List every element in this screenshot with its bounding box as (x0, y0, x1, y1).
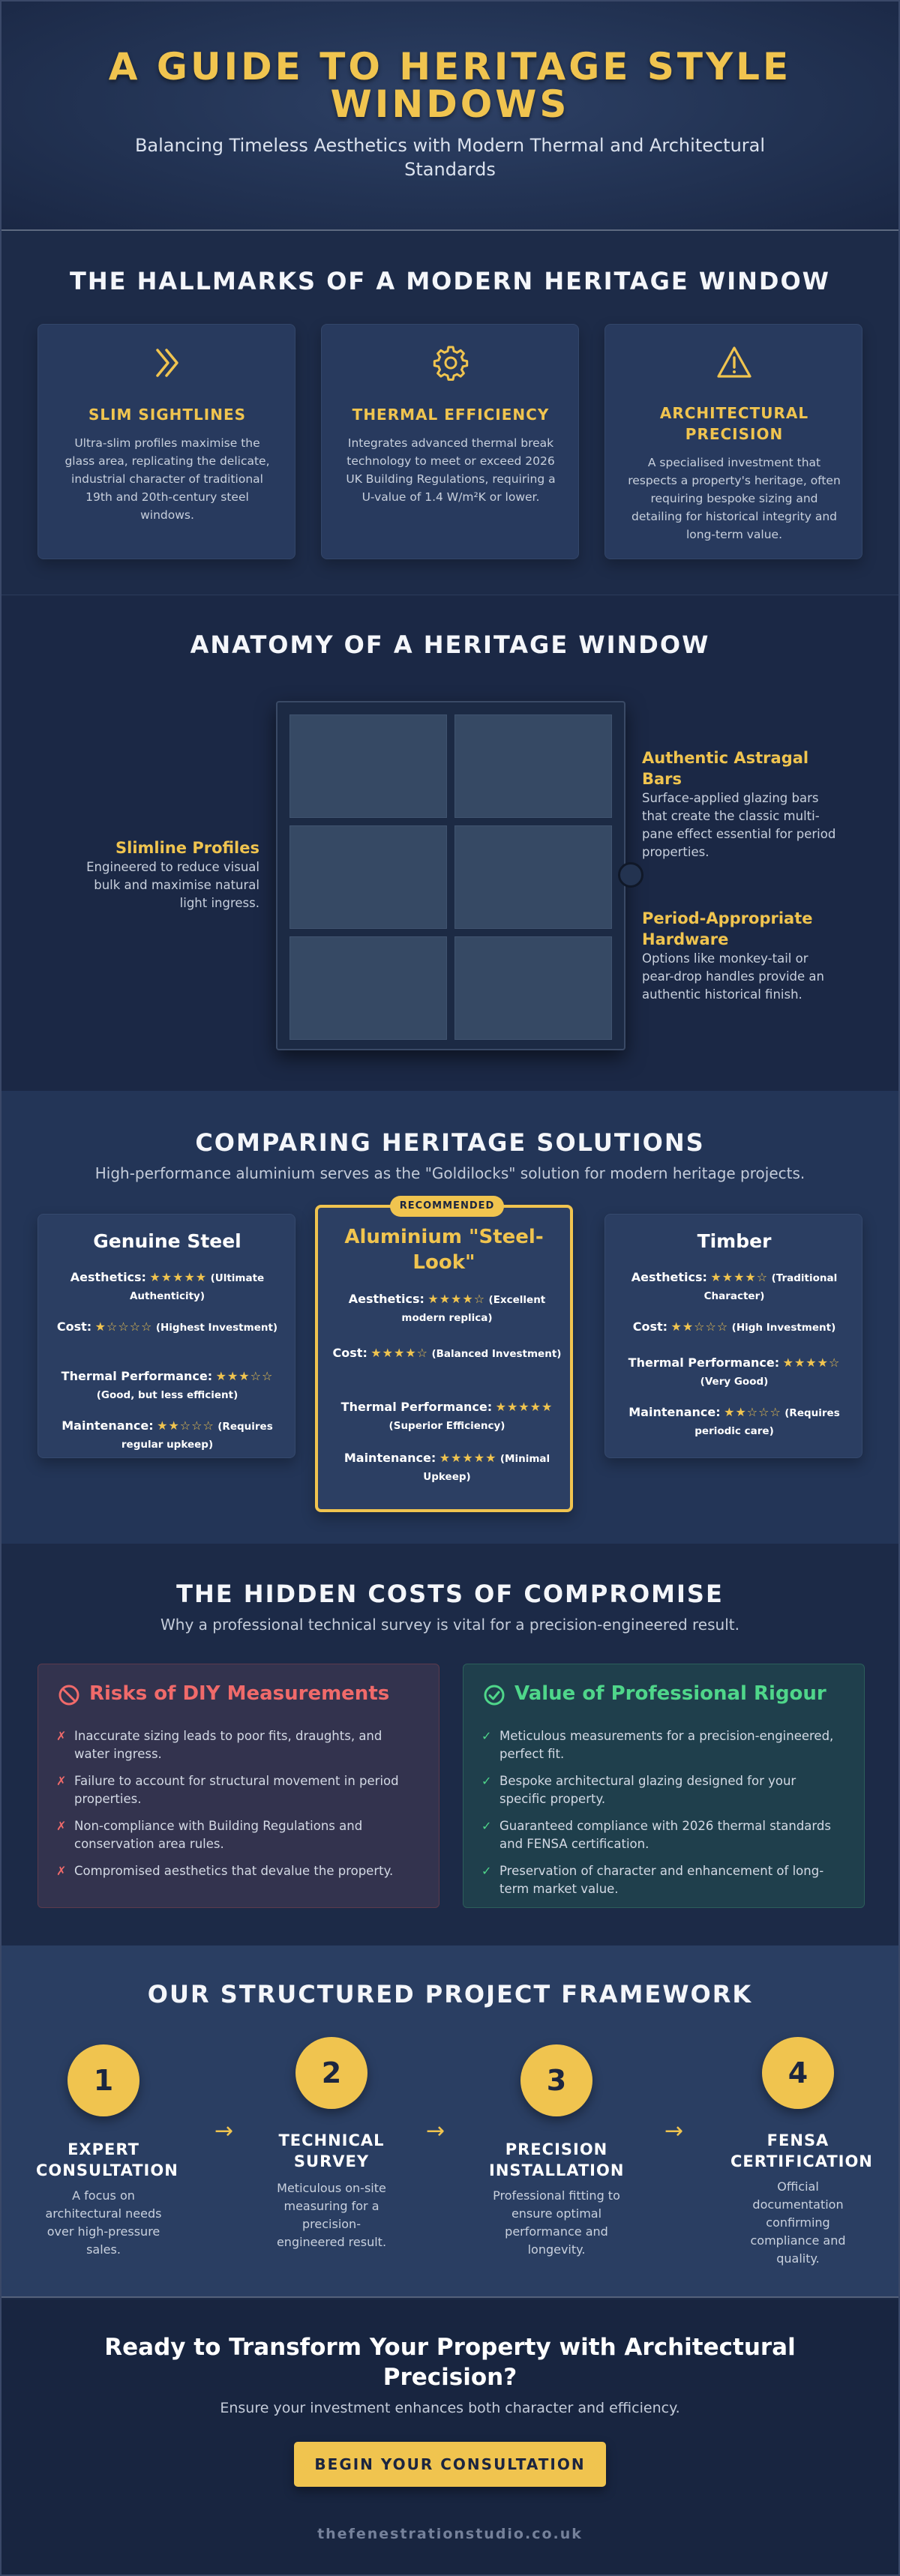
arrow-right-icon: → (214, 2118, 234, 2144)
annotation-left-title: Slimline Profiles (116, 839, 260, 857)
rating-row-cost: Cost: ★★☆☆☆ (High Investment) (632, 1319, 836, 1334)
step-title: PRECISION INSTALLATION (489, 2140, 625, 2179)
comparison-card-timber (604, 1214, 862, 1458)
hidden-costs-subtitle: Why a professional technical survey is vital for a precision-engineered result. (160, 1616, 740, 1634)
hallmark-card-thermal (321, 324, 579, 559)
cta-title: Ready to Transform Your Property with Architectural Precision? (104, 2334, 796, 2391)
star-rating: ★★☆☆☆ (157, 1418, 214, 1433)
list-item: Meticulous measurements for a precision-engineered, perfect fit. (500, 1729, 834, 1761)
star-rating: ★★★★★ (495, 1400, 554, 1414)
list-item: Compromised aesthetics that devalue the property. (74, 1864, 394, 1878)
check-mark-icon: ✓ (482, 1819, 492, 1833)
hallmark-title: SLIM SIGHTLINES (88, 406, 247, 424)
framework-section (2, 1945, 898, 2298)
star-rating: ★★★☆☆ (215, 1369, 274, 1383)
rating-row-aesthetics: Aesthetics: ★★★★☆ (Traditional Character) (631, 1270, 838, 1302)
step-number: 1 (68, 2044, 140, 2116)
step-number: 4 (762, 2037, 834, 2109)
comparison-card-steel (38, 1214, 296, 1458)
recommended-badge: RECOMMENDED (390, 1196, 504, 1217)
hallmarks-section (2, 232, 898, 595)
comparison-card-title: Genuine Steel (93, 1230, 242, 1252)
hallmarks-title: THE HALLMARKS OF A MODERN HERITAGE WINDOW (70, 267, 830, 295)
cta-subtitle: Ensure your investment enhances both character and efficiency. (220, 2400, 680, 2416)
star-rating: ★★★★★ (149, 1270, 208, 1284)
star-rating: ★★☆☆☆ (670, 1319, 729, 1334)
annotation-right-bottom-title: Period-Appropriate Hardware (642, 909, 813, 948)
step-text: Official documentation confirming compliance and quality. (750, 2179, 846, 2266)
annotation-right-bottom-text: Options like monkey-tail or pear-drop handles provide an authentic historical finish. (642, 951, 824, 1002)
star-rating: ★★★★☆ (710, 1270, 769, 1284)
glass-pane (290, 825, 447, 929)
star-rating: ★★★★☆ (370, 1346, 429, 1360)
cta-section (2, 2299, 898, 2576)
check-circle-icon (483, 1684, 506, 1706)
hallmark-title: ARCHITECTURAL PRECISION (659, 404, 809, 443)
prohibited-icon (58, 1684, 80, 1706)
window-handle-knob (618, 862, 644, 888)
rating-row-thermal: Thermal Performance: ★★★★★ (Superior Efficiency) (340, 1400, 554, 1432)
star-rating: ★★☆☆☆ (724, 1405, 782, 1419)
risks-title: Risks of DIY Measurements (89, 1682, 390, 1705)
comparison-card-title: Aluminium "Steel-Look" (344, 1226, 544, 1274)
annotation-left-text: Engineered to reduce visual bulk and maximise natural light ingress. (86, 860, 260, 910)
list-item: Failure to account for structural movement in period properties. (74, 1774, 399, 1806)
arrow-right-icon: → (664, 2118, 684, 2144)
comparison-card-aluminium (315, 1200, 573, 1512)
begin-consultation-button[interactable]: BEGIN YOUR CONSULTATION (294, 2442, 606, 2487)
glass-pane (290, 936, 447, 1040)
website-link[interactable]: thefenestrationstudio.co.uk (317, 2526, 583, 2542)
comparison-section (2, 1091, 898, 1544)
value-panel (463, 1664, 865, 1908)
rating-row-cost: Cost: ★☆☆☆☆ (Highest Investment) (56, 1319, 278, 1334)
hallmark-card-sightlines (38, 324, 296, 559)
star-rating: ★☆☆☆☆ (94, 1319, 153, 1334)
glass-pane (454, 714, 612, 818)
annotation-right-top-title: Authentic Astragal Bars (642, 749, 809, 788)
arrow-right-icon: → (426, 2118, 446, 2144)
cross-mark-icon: ✗ (56, 1774, 67, 1788)
list-item: Bespoke architectural glazing designed for your specific property. (500, 1774, 796, 1806)
anatomy-section (2, 596, 898, 1091)
list-item: Guaranteed compliance with 2026 thermal standards and FENSA certification. (500, 1819, 831, 1851)
rating-row-cost: Cost: ★★★★☆ (Balanced Investment) (332, 1346, 562, 1360)
glass-pane (454, 825, 612, 929)
step-survey (249, 2037, 414, 2269)
value-title: Value of Professional Rigour (514, 1682, 826, 1705)
rating-row-aesthetics: Aesthetics: ★★★★★ (Ultimate Authenticity) (70, 1270, 265, 1302)
star-rating: ★★★★★ (439, 1451, 497, 1465)
step-consultation (21, 2044, 186, 2269)
list-item: Preservation of character and enhancement of long-term market value. (500, 1864, 824, 1896)
hallmark-text: Ultra-slim profiles maximise the glass area, replicating the delicate, industrial character of traditional 19th and 20th-century steel windows. (64, 436, 270, 522)
step-text: Professional fitting to ensure optimal performance and longevity. (493, 2188, 620, 2257)
warning-triangle-icon (716, 344, 753, 382)
star-rating: ★★★★☆ (428, 1292, 486, 1306)
hidden-costs-section (2, 1544, 898, 1945)
annotation-right-top-text: Surface-applied glazing bars that create the classic multi-pane effect essential for period properties. (642, 791, 836, 859)
heritage-window-illustration (276, 701, 626, 1050)
step-text: Meticulous on-site measuring for a precision-engineered result. (276, 2181, 387, 2249)
check-mark-icon: ✓ (482, 1729, 492, 1743)
rating-row-aesthetics: Aesthetics: ★★★★☆ (Excellent modern replica) (348, 1292, 546, 1324)
comparison-title: COMPARING HERITAGE SOLUTIONS (195, 1128, 705, 1157)
step-number: 2 (296, 2037, 368, 2109)
glass-pane (290, 714, 447, 818)
cross-mark-icon: ✗ (56, 1819, 67, 1833)
framework-title: OUR STRUCTURED PROJECT FRAMEWORK (147, 1980, 753, 2008)
page-title: A GUIDE TO HERITAGE STYLE WINDOWS (108, 45, 792, 126)
rating-row-thermal: Thermal Performance: ★★★☆☆ (Good, but less efficient) (61, 1369, 274, 1401)
comparison-subtitle: High-performance aluminium serves as the "Goldilocks" solution for modern heritage projects. (94, 1164, 806, 1182)
rating-row-maintenance: Maintenance: ★★★★★ (Minimal Upkeep) (344, 1451, 550, 1483)
glass-pane (454, 936, 612, 1040)
step-title: TECHNICAL SURVEY (278, 2131, 385, 2170)
hallmark-text: A specialised investment that respects a property's heritage, often requiring bespoke sizing and detailing for historical integrity and long-term value. (628, 456, 841, 541)
double-chevron-right-icon (148, 344, 186, 382)
step-text: A focus on architectural needs over high-pressure sales. (45, 2188, 162, 2257)
hero-banner (2, 1, 898, 231)
risks-panel (38, 1664, 440, 1908)
check-mark-icon: ✓ (482, 1774, 492, 1788)
step-title: FENSA CERTIFICATION (730, 2131, 873, 2170)
gear-icon (432, 344, 470, 382)
step-title: EXPERT CONSULTATION (36, 2140, 178, 2179)
check-mark-icon: ✓ (482, 1864, 492, 1878)
comparison-card-title: Timber (697, 1230, 772, 1252)
list-item: Inaccurate sizing leads to poor fits, draughts, and water ingress. (74, 1729, 382, 1761)
step-number: 3 (520, 2044, 592, 2116)
rating-row-maintenance: Maintenance: ★★☆☆☆ (Requires regular upkeep) (62, 1418, 273, 1451)
rating-row-maintenance: Maintenance: ★★☆☆☆ (Requires periodic care) (628, 1405, 840, 1437)
hallmark-text: Integrates advanced thermal break technology to meet or exceed 2026 UK Building Regulations, requiring a U-value of 1.4 W/m²K or lower. (346, 436, 556, 504)
anatomy-title: ANATOMY OF A HERITAGE WINDOW (190, 631, 710, 659)
cross-mark-icon: ✗ (56, 1729, 67, 1743)
list-item: Non-compliance with Building Regulations and conservation area rules. (74, 1819, 363, 1851)
step-installation (474, 2044, 639, 2269)
hallmark-card-precision (604, 324, 862, 559)
rating-row-thermal: Thermal Performance: ★★★★☆ (Very Good) (628, 1355, 841, 1388)
hidden-costs-title: THE HIDDEN COSTS OF COMPROMISE (176, 1580, 724, 1608)
star-rating: ★★★★☆ (782, 1355, 841, 1370)
cross-mark-icon: ✗ (56, 1864, 67, 1878)
hallmark-title: THERMAL EFFICIENCY (352, 406, 550, 424)
step-certification (716, 2037, 880, 2269)
page-subtitle: Balancing Timeless Aesthetics with Modern Thermal and Architectural Standards (134, 135, 766, 180)
